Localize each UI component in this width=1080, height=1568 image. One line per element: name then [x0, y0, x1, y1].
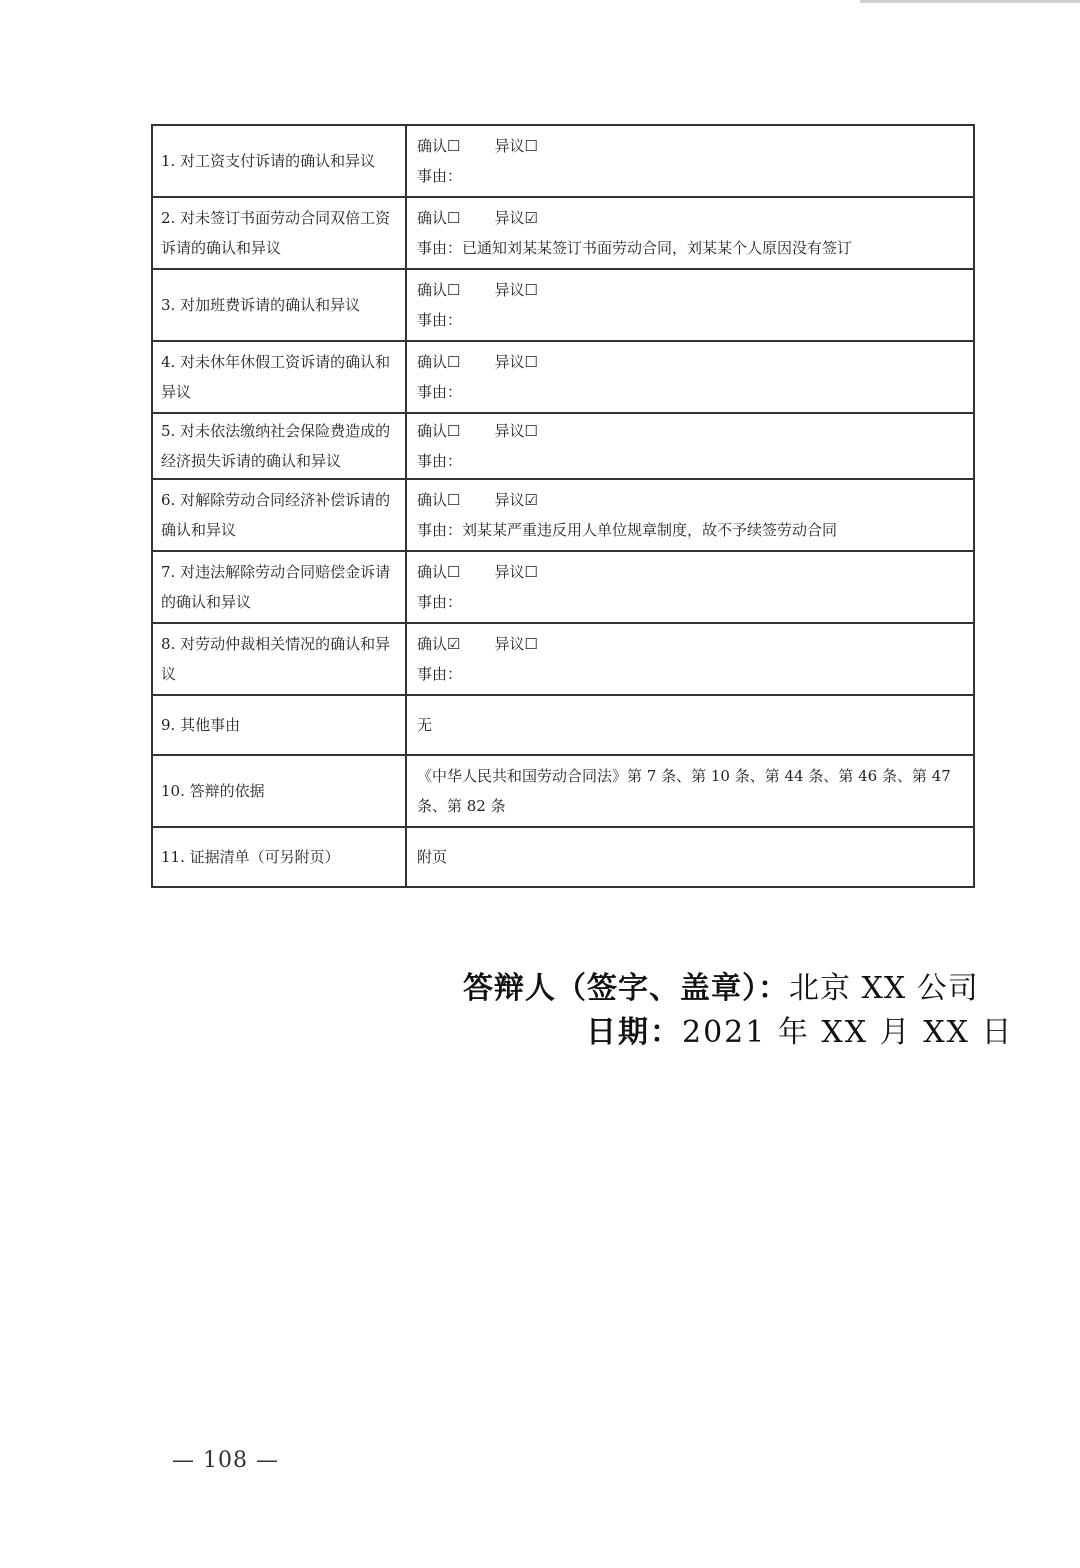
question-cell: 5. 对未依法缴纳社会保险费造成的经济损失诉请的确认和异议	[152, 413, 406, 479]
confirm-checkbox[interactable]: 确认☐	[417, 422, 461, 440]
scan-edge-line	[860, 0, 1080, 3]
question-cell: 2. 对未签订书面劳动合同双倍工资诉请的确认和异议	[152, 197, 406, 269]
table-row	[152, 197, 974, 269]
confirm-checkbox[interactable]: 确认☐	[417, 353, 461, 371]
confirm-checkbox[interactable]: 确认☐	[417, 137, 461, 155]
table-row	[152, 125, 974, 197]
signature-date	[586, 1012, 1013, 1054]
answer-cell	[406, 125, 974, 197]
answer-cell	[406, 197, 974, 269]
reason-text: 事由：	[417, 665, 463, 683]
confirm-checkbox[interactable]: 确认☐	[417, 281, 461, 299]
reason-text: 事由：	[417, 452, 463, 470]
reason-text: 事由：	[417, 383, 463, 401]
object-checkbox[interactable]: 异议☑	[494, 491, 538, 509]
table-row	[152, 827, 974, 887]
reason-text: 事由：刘某某严重违反用人单位规章制度，故不予续签劳动合同	[417, 521, 838, 539]
table-row	[152, 623, 974, 695]
table-row	[152, 551, 974, 623]
date-label: 日期：	[586, 1015, 682, 1050]
question-cell: 11. 证据清单（可另附页）	[152, 827, 406, 887]
object-checkbox[interactable]: 异议☐	[494, 635, 538, 653]
signature-value: 北京 XX 公司	[789, 971, 979, 1006]
reason-text: 事由：	[417, 167, 463, 185]
question-cell: 4. 对未休年休假工资诉请的确认和异议	[152, 341, 406, 413]
answer-cell: 附页	[406, 827, 974, 887]
question-cell: 6. 对解除劳动合同经济补偿诉请的确认和异议	[152, 479, 406, 551]
question-cell: 3. 对加班费诉请的确认和异议	[152, 269, 406, 341]
table-row	[152, 269, 974, 341]
reason-text: 事由：	[417, 311, 463, 329]
table-row	[152, 341, 974, 413]
reason-text: 事由：已通知刘某某签订书面劳动合同，刘某某个人原因没有签订	[417, 239, 853, 257]
answer-cell	[406, 269, 974, 341]
table-row	[152, 413, 974, 479]
question-cell: 1. 对工资支付诉请的确认和异议	[152, 125, 406, 197]
table-row	[152, 695, 974, 755]
table-row	[152, 755, 974, 827]
respondent-signature	[463, 968, 979, 1010]
answer-cell: 《中华人民共和国劳动合同法》第 7 条、第 10 条、第 44 条、第 46 条、第 47 条、第 82 条	[406, 755, 974, 827]
object-checkbox[interactable]: 异议☐	[494, 563, 538, 581]
answer-cell: 无	[406, 695, 974, 755]
object-checkbox[interactable]: 异议☐	[494, 281, 538, 299]
answer-cell	[406, 479, 974, 551]
page-number: — 108 —	[172, 1448, 279, 1473]
question-cell: 9. 其他事由	[152, 695, 406, 755]
defense-form-table	[151, 124, 975, 888]
answer-cell	[406, 413, 974, 479]
answer-cell	[406, 623, 974, 695]
object-checkbox[interactable]: 异议☑	[494, 209, 538, 227]
object-checkbox[interactable]: 异议☐	[494, 137, 538, 155]
question-cell: 8. 对劳动仲裁相关情况的确认和异议	[152, 623, 406, 695]
question-cell: 7. 对违法解除劳动合同赔偿金诉请的确认和异议	[152, 551, 406, 623]
object-checkbox[interactable]: 异议☐	[494, 353, 538, 371]
confirm-checkbox[interactable]: 确认☐	[417, 209, 461, 227]
table-row	[152, 479, 974, 551]
reason-text: 事由：	[417, 593, 463, 611]
confirm-checkbox[interactable]: 确认☐	[417, 563, 461, 581]
answer-cell	[406, 341, 974, 413]
question-cell: 10. 答辩的依据	[152, 755, 406, 827]
signature-label: 答辩人（签字、盖章）：	[463, 971, 789, 1006]
answer-cell	[406, 551, 974, 623]
confirm-checkbox[interactable]: 确认☑	[417, 635, 461, 653]
confirm-checkbox[interactable]: 确认☐	[417, 491, 461, 509]
object-checkbox[interactable]: 异议☐	[494, 422, 538, 440]
date-value: 2021 年 XX 月 XX 日	[682, 1015, 1014, 1050]
